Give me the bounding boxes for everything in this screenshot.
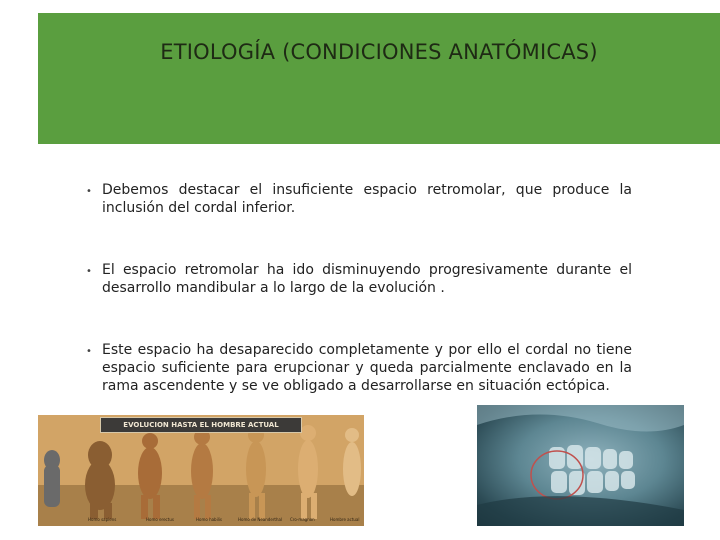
bullet-marker: • (86, 266, 92, 277)
bullet-item (86, 181, 632, 217)
title-bar (38, 13, 720, 144)
human-evolution-image (38, 415, 364, 526)
evolution-caption: Homo sapiens (88, 517, 117, 522)
bullet-item (86, 341, 632, 395)
bullet-marker: • (86, 186, 92, 197)
evolution-caption: Hombre actual (330, 517, 360, 522)
dental-xray-image (477, 405, 684, 526)
bullet-text: Este espacio ha desaparecido completamente y por ello el cordal no tiene espacio suficiente para erupcionar y queda parcialmente enclavado en la rama ascendente y se ve obligado a desarrollarse en situación ectópica. (102, 342, 632, 394)
bullet-text: Debemos destacar el insuficiente espacio retromolar, que produce la inclusión del cordal inferior. (102, 182, 632, 216)
evolution-caption: Homo de Neanderthal (238, 517, 283, 522)
evolution-caption: Homo habilis (196, 517, 223, 522)
evolution-banner: EVOLUCION HASTA EL HOMBRE ACTUAL (100, 417, 302, 433)
bullet-marker: • (86, 346, 92, 357)
evolution-caption: Homo erectus (146, 517, 174, 522)
evolution-caption: Cro-magnon (290, 517, 315, 522)
bullet-text: El espacio retromolar ha ido disminuyendo progresivamente durante el desarrollo mandibular a lo largo de la evolución . (102, 262, 632, 296)
xray-teeth-illustration (477, 405, 684, 526)
slide-title: ETIOLOGÍA (CONDICIONES ANATÓMICAS) (160, 40, 598, 64)
bullet-item (86, 261, 632, 297)
